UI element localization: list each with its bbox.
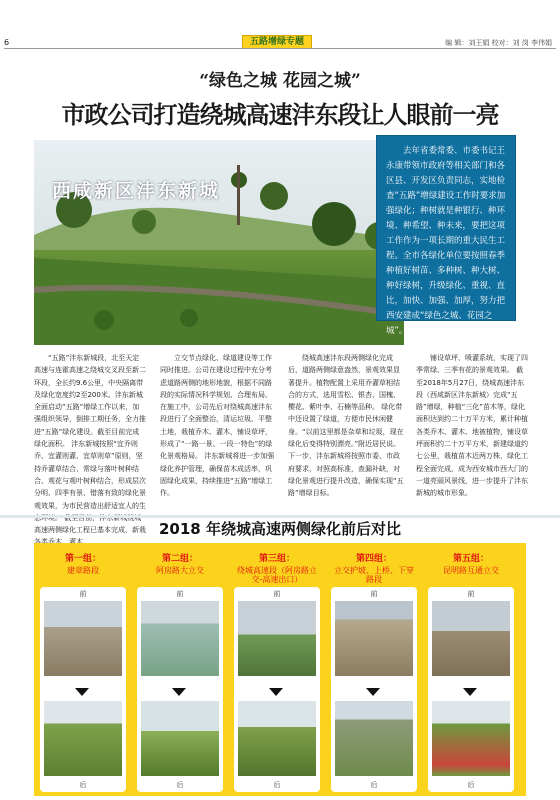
section-tag: 五路增绿专题 [242, 35, 312, 49]
comparison-frame-4 [331, 587, 417, 792]
after-label: 后 [370, 781, 378, 789]
comparison-frame-3 [234, 587, 320, 792]
column-text: 铺设草坪、喷灌系统，实现了四季常绿、三季有花的景观效果。 截至2018年5月27日，绕城高速沣东段（西咸新区沣东新城）完成“五路”增绿，种植“三化”苗木等，绿化面积达到约二十万平方米，累计种植各类乔木、灌木、地被植物，铺设草坪面积约二十万平方米，新建绿道约七公里，栽植苗木近两万株，绿化工程全面完成，成为西安城市西大门的一道亮丽风景线，进一步提升了沣东新城的城市形象。 [416, 354, 528, 498]
group-title: 第三组： [258, 554, 295, 564]
after-label: 后 [79, 781, 87, 789]
comparison-group-4 [331, 551, 417, 584]
arrow-down-icon [75, 688, 89, 696]
before-label: 前 [176, 590, 184, 598]
before-label: 前 [370, 590, 378, 598]
group-title: 第五组： [452, 554, 489, 564]
headline: 市政公司打造绕城高速沣东段让人眼前一亮 [61, 100, 499, 129]
intro-box [376, 135, 516, 336]
editor-credit: 编 辑：刘王娟 校对：刘 岗 李伟娟 [445, 39, 552, 47]
comparison-group-5 [428, 551, 514, 575]
arrow-down-icon [366, 688, 380, 696]
comparison-frame-2 [137, 587, 223, 792]
before-label: 前 [273, 590, 281, 598]
group-subtitle: 阿房路大立交 [156, 566, 204, 575]
header-rule [4, 48, 556, 49]
before-photo [432, 601, 510, 676]
after-photo [141, 701, 219, 776]
before-photo [335, 601, 413, 676]
intro-text: 去年省委常委、市委书记王永康带领市政府等相关部门和各区县、开发区负责同志，实地检查“五路”增绿建设工作时要求加强绿化；种树就是种银行、种环境、种希望、种未来，要把这项工作作为一项长期的重大民生工程。全市各绿化单位要按照春季种植好树苗、多种树、种大树、种好绿树，升级绿化、重视、直比，加快、加强、加厚，努力把西安建成“绿色之城、花园之城”。 [386, 146, 506, 336]
page-number: 6 [4, 38, 10, 47]
comparison-group-2 [137, 551, 223, 575]
comparison-group-1 [40, 551, 126, 575]
kicker: “绿色之城 花园之城” [199, 71, 361, 91]
column-text: 立交节点绿化、绿道建设等工作同时推进。公司在建设过程中充分考虑道路两侧的地形地貌，根据不同路段的实际情况科学规划、合理布局。 在施工中，公司先后对绕城高速沣东段进行了全面整治，清运垃圾、平整土地，栽植乔木、灌木，铺设草坪，形成了“一路一景、一段一特色”的绿化景观格局。 沣东新城将进一步加强绿化养护管理，确保苗木成活率，巩固绿化成果，持续推进“五路”增绿工作。 [160, 354, 275, 498]
article-column-2 [160, 352, 278, 504]
group-title: 第一组： [64, 554, 101, 564]
before-label: 前 [467, 590, 475, 598]
comparison-group-3 [234, 551, 320, 584]
main-photo [34, 140, 404, 345]
before-photo [44, 601, 122, 676]
after-label: 后 [467, 781, 475, 789]
entrance-sign-text: 西咸新区沣东新城 [52, 180, 221, 202]
group-subtitle: 绕城高速段（阿房路立交-高速出口） [237, 566, 317, 584]
column-text: 绕城高速沣东段两侧绿化完成后，道路两侧绿意盎然，景观效果显著提升。植物配置上采用乔灌草相结合的方式，选用雪松、银杏、国槐、樱花、紫叶李、石楠等品种。 绿化带中还设置了绿道，方便市民休闲健身。“以前这里都是杂草和垃圾，现在绿化后变得特别漂亮。”附近居民说。 下一步，沣东新城将按照市委、市政府要求，对照高标准，查漏补缺，对绿化景观进行提升改造，确保实现“五路”增绿目标。 [288, 354, 404, 498]
arrow-down-icon [172, 688, 186, 696]
article-column-4 [416, 352, 530, 504]
before-photo [141, 601, 219, 676]
comparison-frame-5 [428, 587, 514, 792]
before-photo [238, 601, 316, 676]
group-subtitle: 昆明路互通立交 [443, 566, 499, 575]
after-label: 后 [176, 781, 184, 789]
group-title: 第二组： [161, 554, 198, 564]
comparison-title: 2018 年绕城高速两侧绿化前后对比 [159, 520, 401, 538]
group-title: 第四组： [355, 554, 392, 564]
page-header [0, 0, 560, 46]
article-column-1 [34, 352, 146, 535]
group-subtitle: 建章路段 [67, 566, 99, 575]
after-photo [432, 701, 510, 776]
after-photo [238, 701, 316, 776]
arrow-down-icon [269, 688, 283, 696]
article-column-3 [288, 352, 406, 504]
after-photo [44, 701, 122, 776]
group-subtitle: 立交护坡、上桥、下穿路段 [334, 566, 414, 584]
comparison-frame-1 [40, 587, 126, 792]
after-label: 后 [273, 781, 281, 789]
arrow-down-icon [463, 688, 477, 696]
column-text: “五路”沣东新城段，北至天定高速与连霍高速之绕城交叉段至新二环段，全长约9.6公里，中央隔离带及绿化宽度约2至200米。沣东新城全面启动“五路”增绿工作以来，加强组织领导，倒排工期任务，全力推进“五路”绿化建设。截至目前完成绿化面积。 沣东新城按照“宜乔则乔、宜灌则灌、宜草则草”原则，坚持乔灌草结合、常绿与落叶树种结合、观花与观叶树种结合，形成层次分明、四季有景、错落有致的绿化景观效果，为市民营造出舒适宜人的生 高速两侧绿化工程已基本完成，新栽 [34, 354, 146, 535]
before-label: 前 [79, 590, 87, 598]
after-photo [335, 701, 413, 776]
comparison-panel [34, 543, 526, 796]
